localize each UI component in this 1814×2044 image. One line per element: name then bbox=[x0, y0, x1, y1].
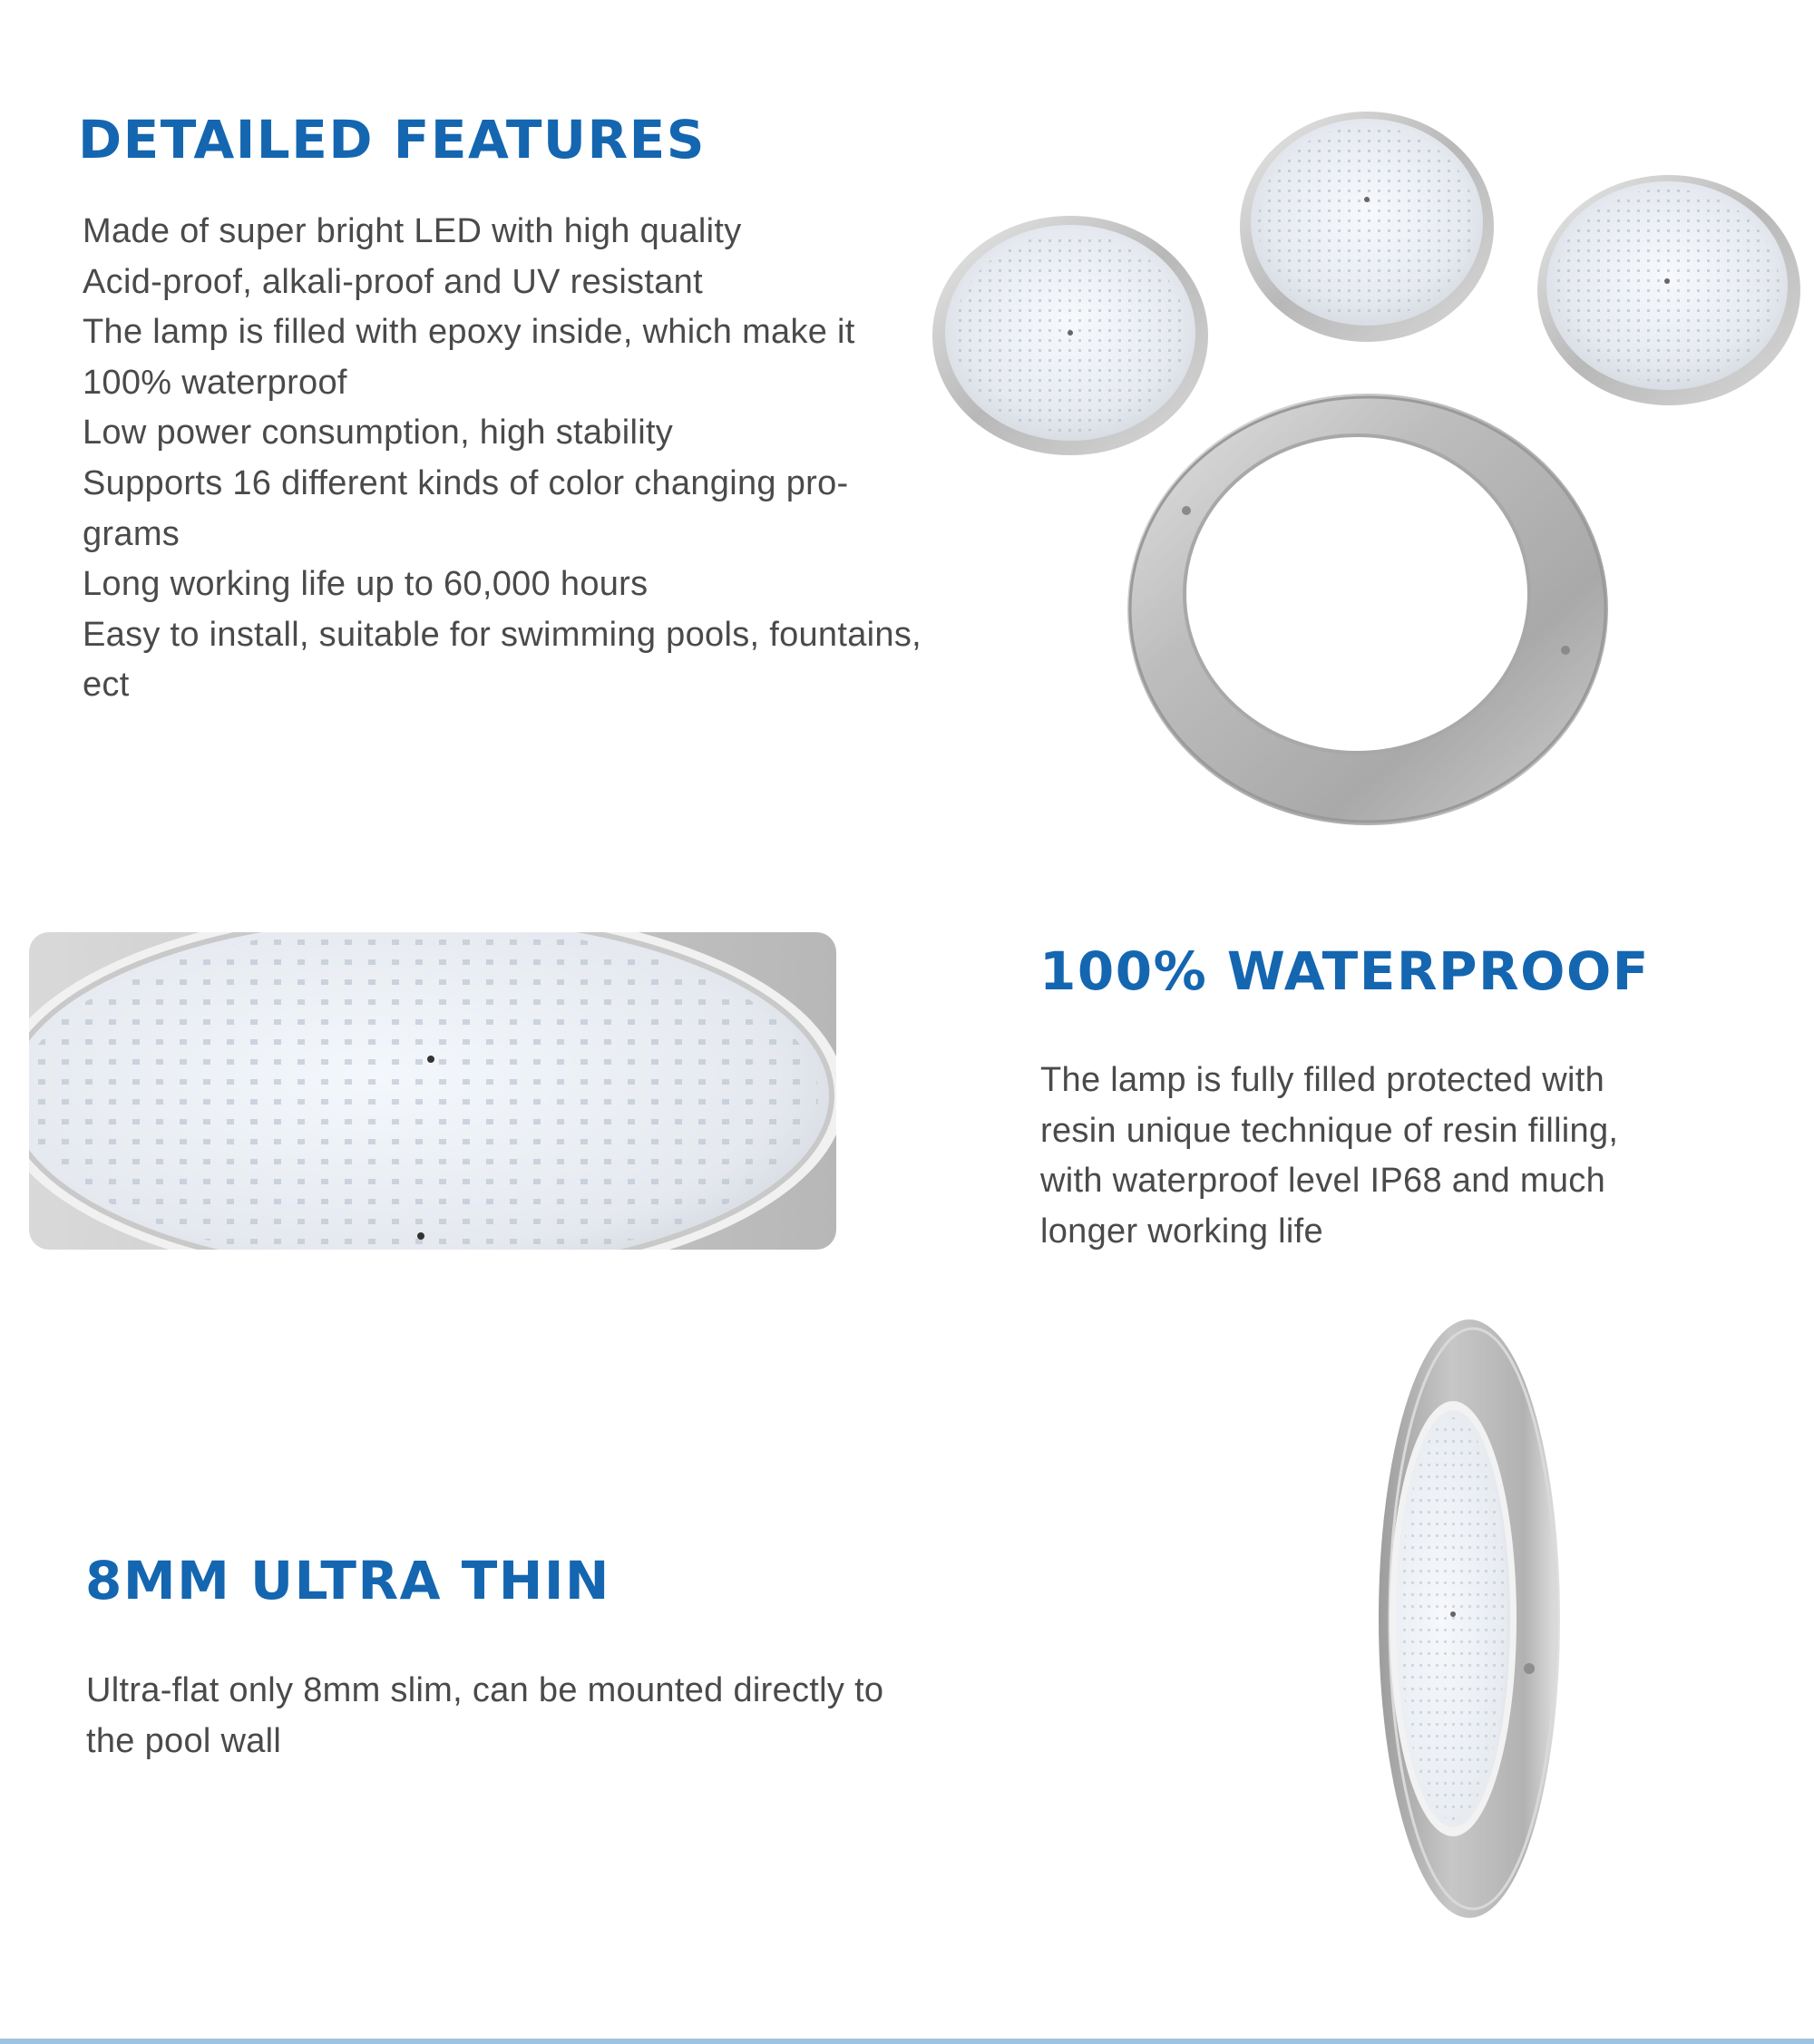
detailed-features-heading: DETAILED FEATURES bbox=[78, 109, 707, 170]
led-panel-closeup-photo bbox=[29, 932, 836, 1250]
feature-line: Long working life up to 60,000 hours bbox=[83, 565, 649, 604]
waterproof-line: The lamp is fully filled protected with bbox=[1040, 1061, 1605, 1099]
ultra-thin-heading: 8MM ULTRA THIN bbox=[85, 1550, 610, 1611]
feature-line: Made of super bright LED with high quality bbox=[83, 212, 742, 250]
ultra-thin-line: the pool wall bbox=[86, 1721, 282, 1760]
led-panel-left bbox=[932, 216, 1208, 455]
led-panel-top bbox=[1240, 112, 1494, 342]
led-panel-right bbox=[1537, 175, 1800, 405]
feature-line: The lamp is filled with epoxy inside, which make it bbox=[83, 313, 855, 352]
feature-line: grams bbox=[83, 514, 180, 553]
bottom-divider bbox=[0, 2039, 1814, 2044]
feature-line: Easy to install, suitable for swimming pools, fountains, bbox=[83, 615, 922, 654]
feature-line: Low power consumption, high stability bbox=[83, 414, 674, 453]
ultra-thin-lamp-side-photo bbox=[1351, 1306, 1587, 1959]
waterproof-line: resin unique technique of resin filling, bbox=[1040, 1111, 1619, 1150]
waterproof-heading: 100% WATERPROOF bbox=[1039, 940, 1650, 1002]
feature-line: Acid-proof, alkali-proof and UV resistant bbox=[83, 262, 703, 301]
detailed-features-list bbox=[83, 207, 922, 711]
waterproof-description bbox=[1040, 1056, 1618, 1257]
waterproof-line: with waterproof level IP68 and much bbox=[1040, 1162, 1606, 1201]
ultra-thin-description bbox=[86, 1666, 883, 1767]
feature-line: ect bbox=[83, 666, 130, 705]
waterproof-line: longer working life bbox=[1040, 1212, 1323, 1251]
stainless-mounting-ring bbox=[1127, 394, 1608, 825]
ultra-thin-line: Ultra-flat only 8mm slim, can be mounted directly to bbox=[86, 1671, 884, 1709]
led-panels-and-ring-photo bbox=[925, 86, 1814, 839]
feature-line: Supports 16 different kinds of color changing pro- bbox=[83, 463, 849, 502]
feature-line: 100% waterproof bbox=[83, 363, 347, 402]
